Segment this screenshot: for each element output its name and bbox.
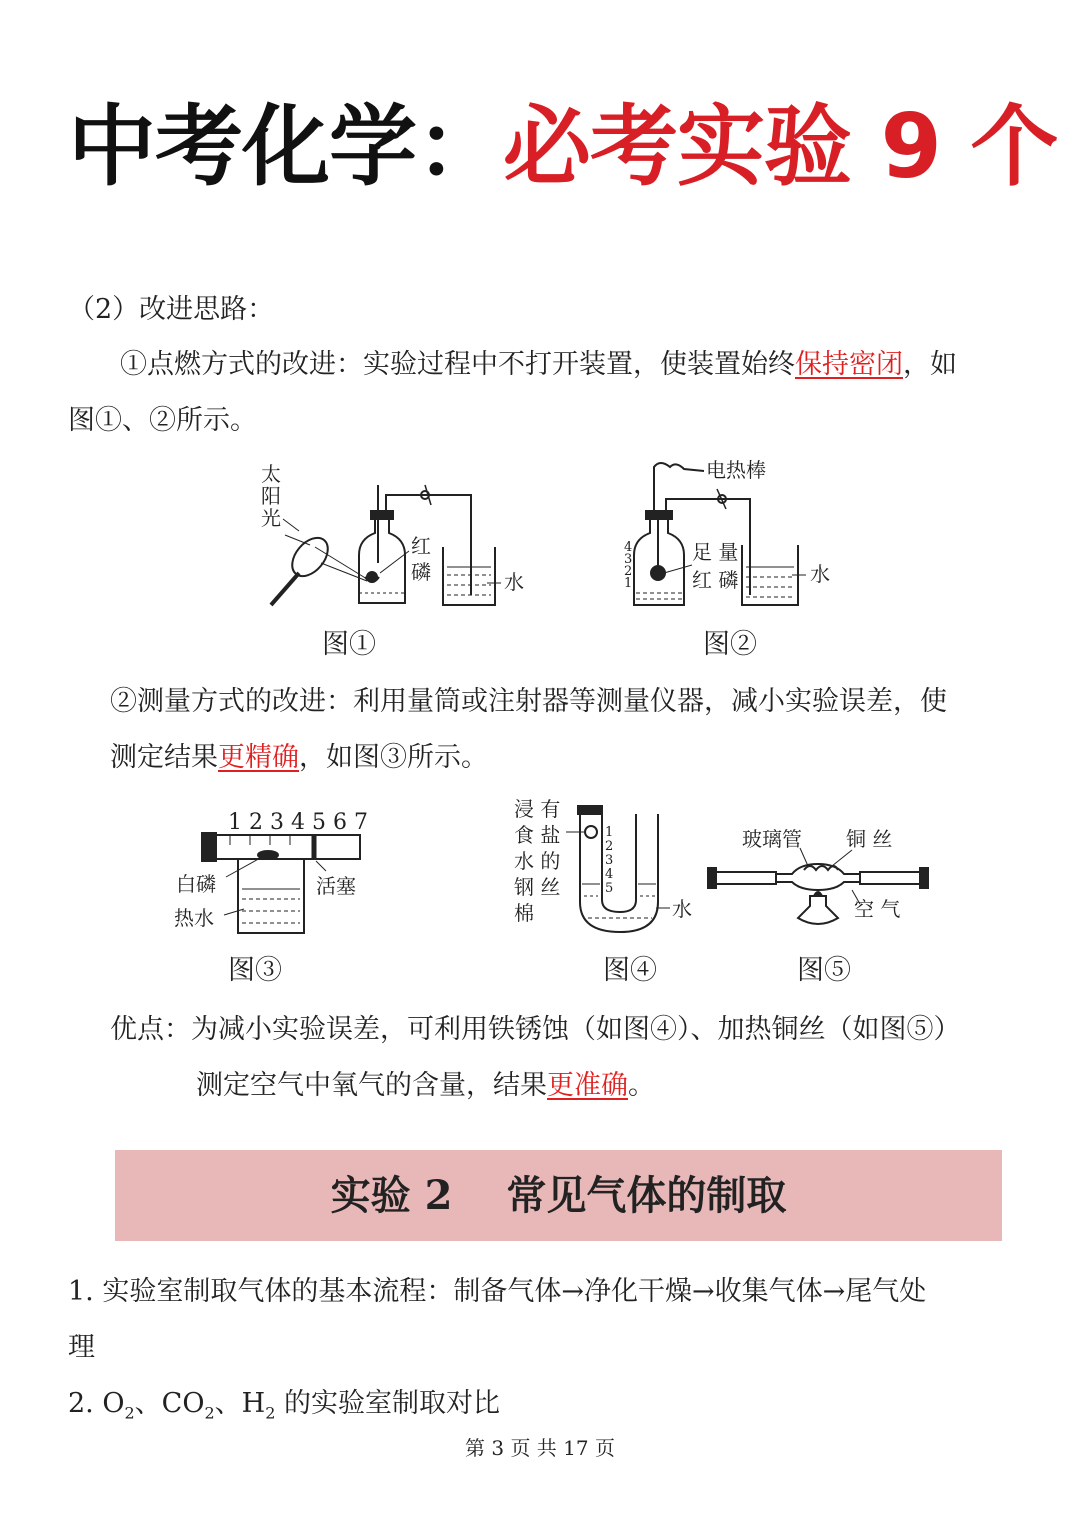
item2-sub2: 2 [204,1403,215,1423]
advantage-before: 测定空气中氧气的含量，结果 [196,1070,547,1101]
item2-sub1: 2 [124,1403,135,1423]
point2-line1: ②测量方式的改进：利用量筒或注射器等测量仪器，减小实验误差，使 [110,686,947,717]
title-part1: 中考化学： [68,95,504,198]
fig3-label-phos: 白磷 [176,872,216,896]
fig2-label-p2: 红 磷 [692,568,739,592]
item1-line1: 1. 实验室制取气体的基本流程：制备气体→净化干燥→收集气体→尾气处 [68,1276,927,1307]
point1-before: ①点燃方式的改进：实验过程中不打开装置，使装置始终 [120,349,795,380]
page-title [68,92,1058,202]
point1-highlight: 保持密闭 [795,349,903,380]
fig1-label-sun1: 太 [261,462,281,486]
fig2-label-water: 水 [810,562,830,586]
figure1-diagram [255,455,535,615]
figure4-caption: 图④ [603,955,657,986]
fig2-scale-1: 1 [624,576,633,591]
fig2-label-rod: 电热棒 [706,458,766,482]
fig4-scale-4: 4 [605,867,614,882]
item1-line2: 理 [68,1332,95,1363]
figure5-caption: 图⑤ [797,955,851,986]
fig4-label-l3: 水 的 [514,849,561,873]
fig2-label-p1: 足 量 [692,540,739,564]
point2-before: 测定结果 [110,742,218,773]
item2-prefix: 2. O [68,1388,125,1419]
fig4-label-water: 水 [672,897,692,921]
fig4-label-l2: 食 盐 [514,823,561,847]
fig4-scale-3: 3 [605,853,614,868]
point1-line2: 图①、②所示。 [68,405,257,436]
figure2-caption: 图② [703,629,757,660]
fig4-label-l5: 棉 [514,901,534,925]
figure1-caption: 图① [322,629,376,660]
fig5-label-air: 空 气 [854,897,901,921]
fig4-label-l1: 浸 有 [514,797,561,821]
title-part2: 必考实验 9 个 [503,95,1058,198]
item2-suffix: 的实验室制取对比 [275,1388,500,1419]
fig1-label-sun3: 光 [261,506,281,530]
point2-highlight: 更精确 [218,742,299,773]
figure2-diagram [620,455,840,615]
fig4-scale-5: 5 [605,881,614,896]
fig5-label-glass: 玻璃管 [742,827,802,851]
advantage-highlight: 更准确 [547,1070,628,1101]
point2-after: ，如图③所示。 [299,742,488,773]
item2-t2: 、H [214,1388,266,1419]
banner-title: 实验 2 常见气体的制取 [330,1172,787,1219]
fig5-label-copper: 铜 丝 [846,827,893,851]
figure4-diagram [510,792,700,942]
figure5-diagram [700,820,950,940]
fig4-scale-2: 2 [605,839,614,854]
fig4-scale-1: 1 [605,825,614,840]
fig2-scale-3: 3 [624,552,633,567]
section-heading: （2）改进思路： [68,294,275,325]
fig1-label-p2: 磷 [411,560,431,584]
advantage-after: 。 [628,1070,655,1101]
page-footer: 第 3 页 共 17 页 [465,1436,615,1460]
fig3-label-water: 热水 [174,906,214,930]
item2-t1: 、CO [134,1388,205,1419]
fig1-label-water: 水 [504,570,524,594]
fig1-label-sun2: 阳 [261,484,281,508]
fig4-label-l4: 钢 丝 [514,875,561,899]
fig3-scale: 1 2 3 4 5 6 7 [228,810,368,835]
point1-after: ，如 [903,349,957,380]
advantage-line1: 优点：为减小实验误差，可利用铁锈蚀（如图④）、加热铜丝（如图⑤） [110,1014,961,1045]
fig3-label-plug: 活塞 [316,874,356,898]
figure3-diagram [170,805,370,945]
fig2-scale-2: 2 [624,564,633,579]
section-banner [115,1150,1002,1241]
figure3-caption: 图③ [228,955,282,986]
item2 [68,1384,500,1433]
fig2-scale-4: 4 [624,540,633,555]
item2-sub3: 2 [265,1403,276,1423]
point2-line2 [110,738,488,778]
point1-line1 [120,345,957,385]
fig1-label-p1: 红 [411,534,431,558]
advantage-line2 [196,1066,655,1106]
